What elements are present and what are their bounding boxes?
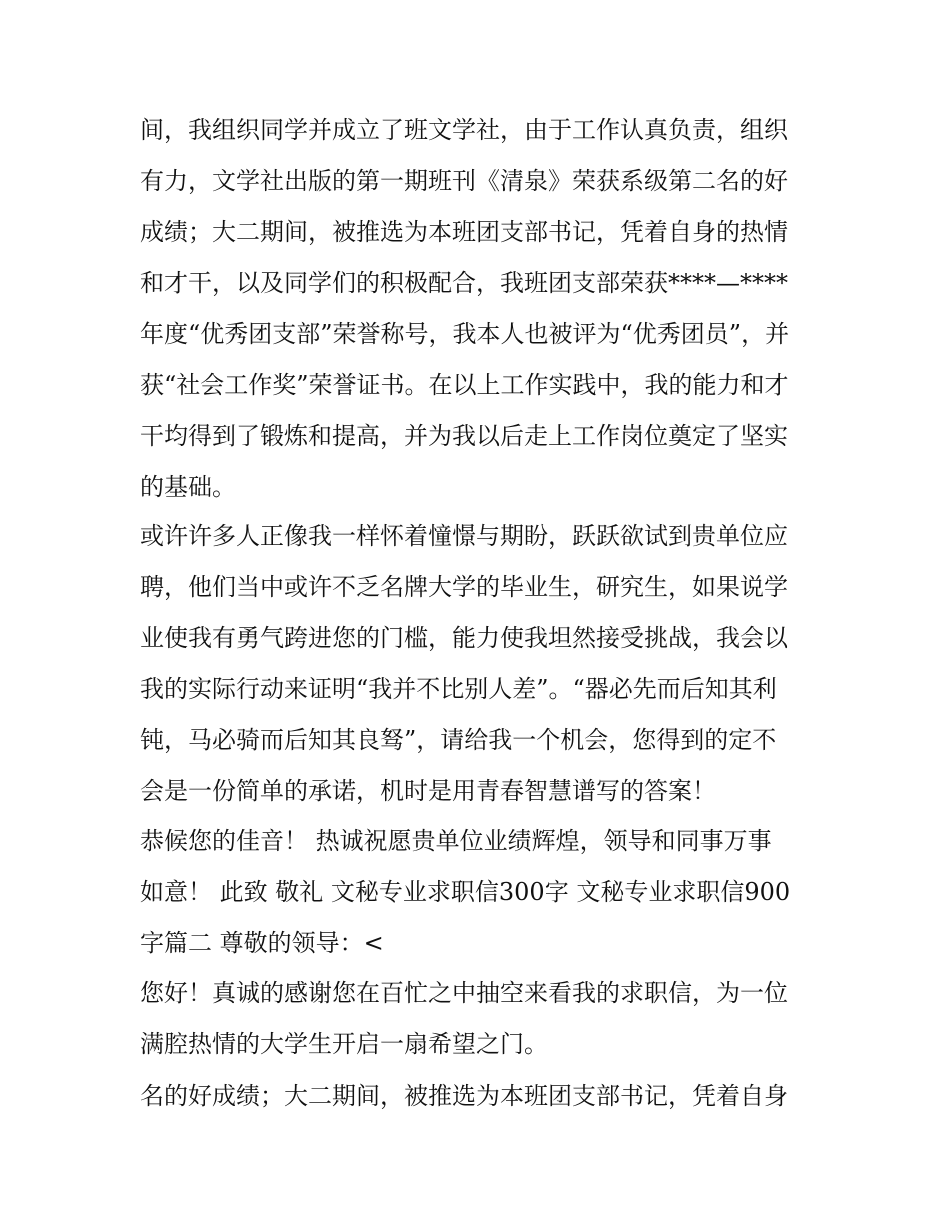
text-line: 或许许多人正像我一样怀着憧憬与期盼，跃跃欲试到贵单位应 (140, 522, 788, 550)
text-line: 获“社会工作奖”荣誉证书。在以上工作实践中，我的能力和才 (140, 371, 789, 399)
text-line: 间，我组织同学并成立了班文学社，由于工作认真负责，组织 (140, 116, 788, 144)
text-line: 的基础。 (140, 473, 236, 501)
text-line: 如意！ 此致 敬礼 文秘专业求职信300字 文秘专业求职信900 (140, 878, 791, 906)
text-line: 钝，马必骑而后知其良驽”，请给我一个机会，您得到的定不 (140, 726, 777, 754)
text-line: 您好！真诚的感谢您在百忙之中抽空来看我的求职信，为一位 (140, 979, 788, 1007)
text-line: 和才干，以及同学们的积极配合，我班团支部荣获****—**** (140, 269, 788, 297)
text-line: 年度“优秀团支部”荣誉称号，我本人也被评为“优秀团员”，并 (140, 320, 790, 348)
text-line: 成绩；大二期间，被推选为本班团支部书记，凭着自身的热情 (140, 218, 788, 246)
text-line: 我的实际行动来证明“我并不比别人差”。“器必先而后知其利 (140, 675, 777, 703)
text-line: 字篇二 尊敬的领导：< (140, 929, 384, 957)
text-line: 恭候您的佳音！ 热诚祝愿贵单位业绩辉煌，领导和同事万事 (140, 827, 772, 855)
text-line: 名的好成绩；大二期间，被推选为本班团支部书记，凭着自身 (140, 1082, 788, 1110)
text-line: 聘，他们当中或许不乏名牌大学的毕业生，研究生，如果说学 (140, 573, 788, 601)
text-line: 业使我有勇气跨进您的门槛，能力使我坦然接受挑战，我会以 (140, 624, 788, 652)
text-line: 会是一份简单的承诺，机时是用青春智慧谱写的答案！ (140, 777, 716, 805)
text-line: 有力，文学社出版的第一期班刊《清泉》荣获系级第二名的好 (140, 167, 788, 195)
text-line: 满腔热情的大学生开启一扇希望之门。 (140, 1030, 548, 1058)
text-line: 干均得到了锻炼和提高，并为我以后走上工作岗位奠定了坚实 (140, 422, 788, 450)
